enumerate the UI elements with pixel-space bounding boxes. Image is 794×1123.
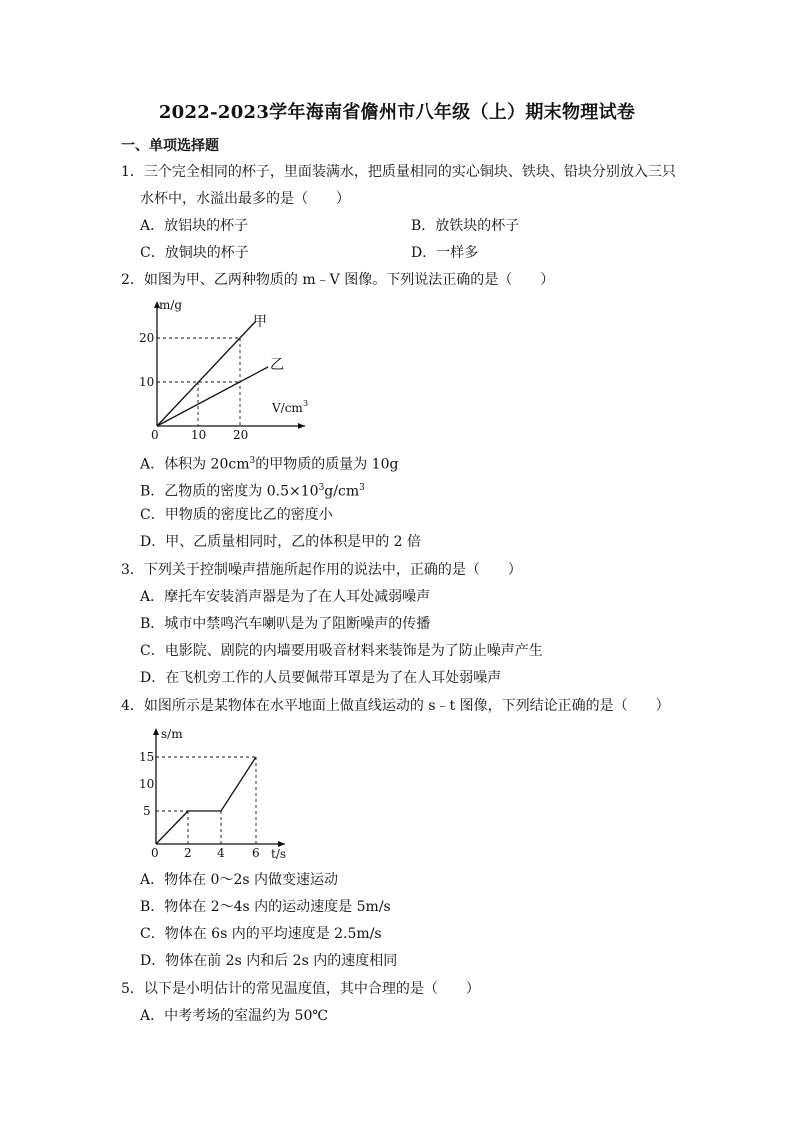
q4-ytick-10: 10 [139, 777, 155, 791]
q2-ytick-10: 10 [139, 375, 155, 389]
q2-label-yi: 乙 [270, 357, 284, 373]
page-title: 2022-2023学年海南省儋州市八年级（上）期末物理试卷 [158, 102, 636, 123]
q4-stem: 4．如图所示是某物体在水平地面上做直线运动的 s﹣t 图像，下列结论正确的是（ ） [121, 698, 670, 714]
q2-ytick-20: 20 [139, 331, 155, 345]
q2-xtick-10: 10 [191, 428, 207, 442]
section-heading: 一、单项选择题 [121, 138, 219, 154]
q4-xtick-6: 6 [252, 846, 260, 860]
q2-option-d: D．甲、乙质量相同时，乙的体积是甲的 2 倍 [140, 534, 422, 550]
q4-xtick-4: 4 [217, 846, 225, 860]
q1-stem-line2: 水杯中，水溢出最多的是（ ） [140, 191, 350, 207]
q4-y-arrow [153, 728, 159, 735]
q1-option-b: B．放铁块的杯子 [411, 218, 520, 234]
q2-stem: 2．如图为甲、乙两种物质的 m﹣V 图像。下列说法正确的是（ ） [121, 272, 555, 288]
q3-option-b: B．城市中禁鸣汽车喇叭是为了阻断噪声的传播 [140, 616, 431, 632]
q5-option-a: A．中考考场的室温约为 50℃ [140, 1008, 329, 1024]
q2-xtick-20: 20 [233, 428, 249, 442]
q1-stem-line1: 1．三个完全相同的杯子，里面装满水，把质量相同的实心铜块、铁块、铅块分别放入三只 [121, 164, 676, 180]
q3-option-d: D．在飞机旁工作的人员要佩带耳罩是为了在人耳处弱噪声 [140, 670, 502, 686]
q4-origin: 0 [151, 846, 159, 860]
q2-option-c: C．甲物质的密度比乙的密度小 [140, 507, 333, 523]
q4-xlabel: t/s [271, 847, 287, 861]
q4-st-graph [135, 722, 295, 868]
q2-mv-graph [135, 293, 315, 445]
q4-ylabel: s/m [161, 727, 183, 741]
q2-option-b: B．乙物质的密度为 $0.5\times 10^3g/cm^3$ [140, 483, 365, 500]
q4-ytick-5: 5 [143, 804, 151, 818]
q1-option-c: C．放铜块的杯子 [140, 245, 249, 261]
q4-xtick-2: 2 [184, 846, 192, 860]
q5-stem: 5．以下是小明估计的常见温度值，其中合理的是（ ） [121, 981, 480, 997]
q3-stem: 3．下列关于控制噪声措施所起作用的说法中，正确的是（ ） [121, 562, 522, 578]
q2-line-yi [157, 367, 268, 426]
q4-option-a: A．物体在 0～2s 内做变速运动 [140, 872, 339, 888]
q2-xlabel-sup: 3 [303, 399, 309, 408]
q4-ytick-15: 15 [139, 750, 155, 764]
q3-option-c: C．电影院、剧院的内墙要用吸音材料来装饰是为了防止噪声产生 [140, 643, 543, 659]
q2-ylabel: m/g [159, 298, 183, 312]
q2-x-arrow [298, 423, 305, 429]
q2-xlabel: V/cm [272, 401, 303, 415]
q2-origin: 0 [151, 428, 159, 442]
q4-option-c: C．物体在 6s 内的平均速度是 2.5m/s [140, 926, 382, 942]
q4-motion-line [156, 757, 256, 844]
q4-option-d: D．物体在前 2s 内和后 2s 内的速度相同 [140, 953, 398, 969]
q1-option-d: D．一样多 [411, 245, 479, 261]
q1-option-a: A．放铝块的杯子 [140, 218, 249, 234]
q2-option-a: A．体积为 $20cm^3$的甲物质的质量为 10g [140, 456, 399, 473]
q4-option-b: B．物体在 2～4s 内的运动速度是 5m/s [140, 899, 391, 915]
q2-label-jia: 甲 [253, 314, 267, 330]
q3-option-a: A．摩托车安装消声器是为了在人耳处减弱噪声 [140, 589, 431, 605]
